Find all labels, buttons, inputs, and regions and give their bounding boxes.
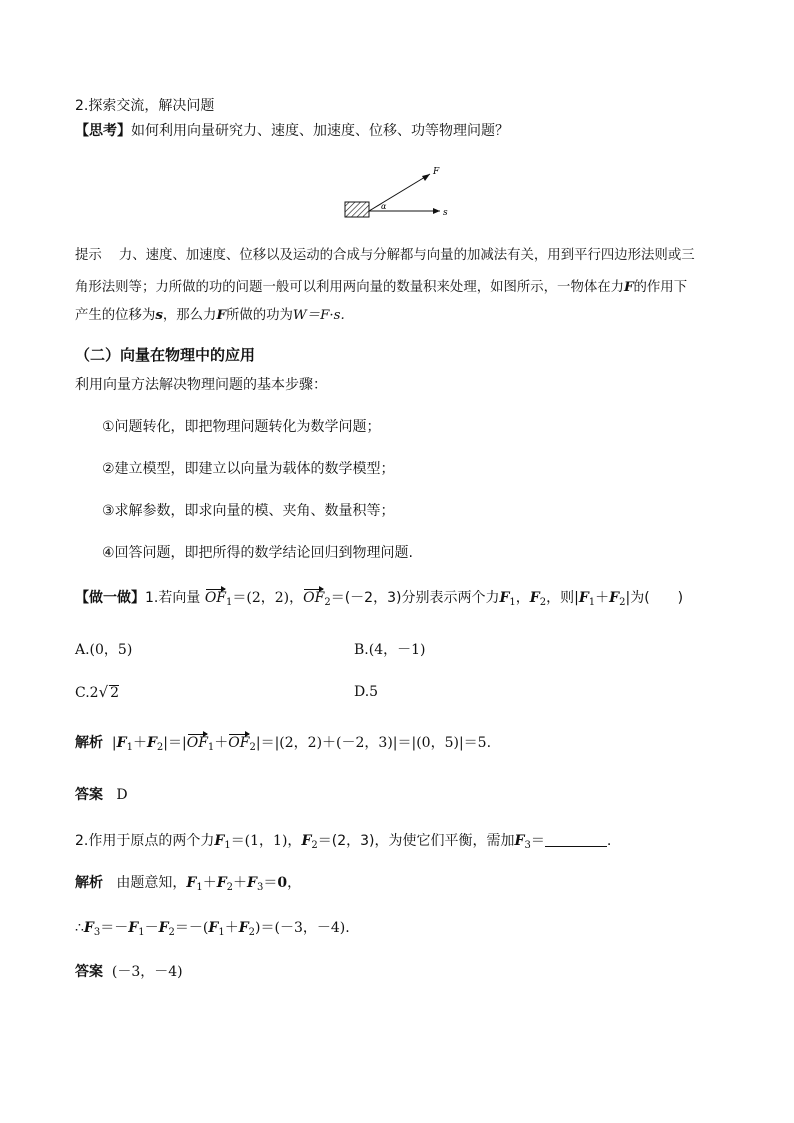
force-label: F	[433, 167, 440, 177]
step-3: ③求解参数，即求向量的模、夹角、数量积等；	[102, 503, 395, 519]
step-4: ④回答问题，即把所得的数学结论回归到物理问题.	[102, 545, 413, 561]
vector-of1: OF	[186, 735, 208, 751]
step-1: ①问题转化，即把物理问题转化为数学问题；	[102, 419, 381, 435]
step-2: ②建立模型，即建立以向量为载体的数学模型；	[102, 461, 395, 477]
option-b: B.(4，－1)	[354, 642, 426, 658]
force-diagram	[340, 160, 470, 222]
vector-of2: OF	[228, 735, 250, 751]
hint-line-1: 提示 力、速度、加速度、位移以及运动的合成与分解都与向量的加减法有关，用到平行四边形法则或三	[75, 248, 695, 263]
answer-blank[interactable]	[545, 832, 607, 847]
think-text: 如何利用向量研究力、速度、加速度、位移、功等物理问题？	[131, 123, 509, 139]
displacement-label: s	[443, 208, 448, 218]
section-title: 2.探索交流，解决问题	[75, 98, 215, 114]
solution-2-derivation: $\therefore F_3=-F_1-F_2=-(F_1+F_2)=(-3$，－4).	[75, 920, 350, 938]
angle-label: α	[381, 202, 387, 211]
hint-line-2: 角形法则等；力所做的功的问题一般可以利用两向量的数量积来处理，如图所示，一物体在力F的作用下	[75, 279, 688, 295]
option-a: A.(0，5)	[75, 642, 133, 658]
solution-1: 解析 $|F_1+F_2|=|OF_1+OF_2|=|(2$，2)＋(－2，3)|＝|(0，5)|＝5.	[75, 735, 492, 753]
vector-of2: OF	[303, 590, 325, 606]
hint-line-3: 产生的位移为s，那么力F所做的功为W＝F·s.	[75, 307, 345, 323]
solution-2: 解析 由题意知，$F_1+F_2+F_3=0$，	[75, 875, 302, 893]
answer-1: 答案 D	[75, 787, 128, 803]
question-1: 【做一做】1.若向量 $OF_1=(2$，2)，$OF_2=(-2$，3)分别表示两个力$F_1$，$F_2$，则$|F_1+F_2|$为( )	[75, 590, 684, 608]
hint-tag: 提示	[75, 248, 102, 263]
sub-heading: （二）向量在物理中的应用	[75, 346, 256, 364]
steps-intro: 利用向量方法解决物理问题的基本步骤：	[75, 377, 327, 393]
solution-tag: 解析	[75, 735, 103, 751]
answer-2: 答案 (－3，－4)	[75, 964, 183, 980]
vector-of1: OF	[204, 590, 227, 606]
think-question	[75, 121, 509, 141]
answer-tag: 答案	[75, 787, 103, 803]
option-c: C.2√ 2	[75, 683, 120, 701]
practice-tag: 【做一做】	[75, 590, 145, 606]
think-tag: 【思考】	[75, 123, 131, 139]
block	[345, 202, 369, 217]
force-arrow	[369, 174, 430, 211]
option-d: D.5	[354, 684, 379, 700]
question-2: 2.作用于原点的两个力$F_1=(1$，1)，$F_2=(2$，3)，为使它们平衡，需加$F_3=$ .	[75, 833, 612, 851]
